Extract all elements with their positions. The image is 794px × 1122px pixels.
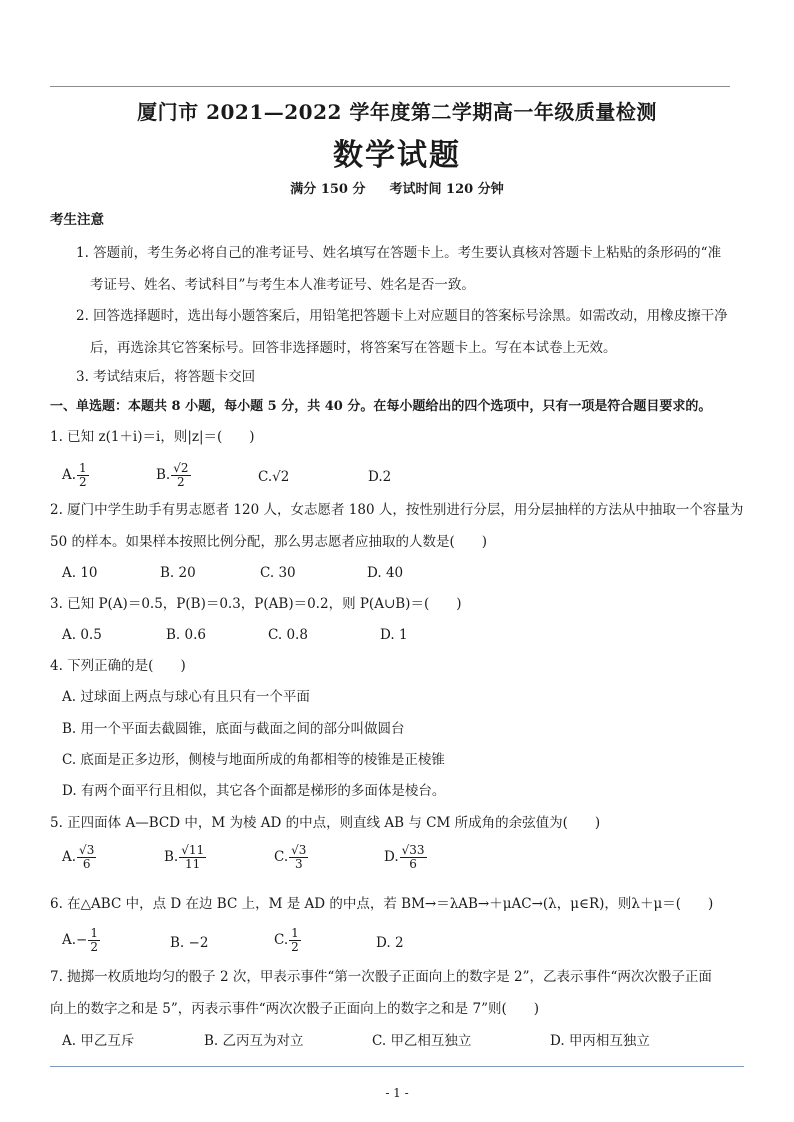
- q7-options: [62, 1031, 762, 1051]
- q3-option-d[interactable]: [380, 625, 408, 645]
- q6-options: [62, 927, 762, 959]
- option-letter: A.: [62, 1033, 77, 1049]
- denominator: 2: [291, 940, 299, 954]
- q1-option-a[interactable]: [62, 462, 90, 489]
- fraction: [179, 844, 206, 871]
- option-letter: B.: [156, 467, 171, 483]
- option-letter: A.: [62, 467, 77, 483]
- q5-option-d[interactable]: [384, 844, 428, 871]
- q5-option-c[interactable]: [274, 844, 309, 871]
- option-value: 甲乙互斥: [80, 1033, 135, 1049]
- q2-option-a[interactable]: [62, 563, 98, 583]
- option-letter: D.: [384, 849, 399, 865]
- option-letter: B.: [204, 1033, 219, 1049]
- fraction: [88, 927, 100, 954]
- option-value: 甲乙相互独立: [390, 1033, 472, 1049]
- option-value: −2: [188, 935, 209, 951]
- numerator: √3: [291, 843, 307, 857]
- option-letter: A.: [62, 627, 77, 643]
- exam-time: 考试时间 120 分钟: [389, 182, 504, 197]
- exam-title: 厦门市 2021—2022 学年度第二学期高一年级质量检测: [137, 100, 657, 124]
- q6-option-c[interactable]: [274, 927, 302, 954]
- fraction: [400, 844, 427, 871]
- q4-option-a[interactable]: A. 过球面上两点与球心有且只有一个平面: [62, 689, 310, 705]
- q7-option-b[interactable]: [204, 1031, 304, 1051]
- numerator: √3: [79, 843, 95, 857]
- option-letter: B.: [160, 565, 175, 581]
- option-value: √2: [272, 469, 290, 485]
- notice-2-line-1: 2. 回答选择题时，选出每小题答案后，用铅笔把答题卡上对应题目的答案标号涂黑。如需改动，用橡皮擦干净: [76, 308, 728, 324]
- denominator: 11: [185, 857, 201, 871]
- option-letter: D.: [376, 935, 391, 951]
- option-letter: C.: [268, 627, 283, 643]
- q5-option-a[interactable]: [62, 844, 97, 871]
- fraction: [289, 927, 301, 954]
- fraction: [289, 844, 308, 871]
- q5-options: [62, 844, 762, 876]
- option-letter: C.: [372, 1033, 387, 1049]
- fraction: [171, 462, 190, 489]
- option-letter: C.: [258, 469, 273, 485]
- q4-option-c[interactable]: C. 底面是正多边形，侧棱与地面所成的角都相等的棱锥是正棱锥: [62, 752, 445, 768]
- q1-option-b[interactable]: [156, 462, 192, 489]
- q2-option-c[interactable]: [260, 563, 296, 583]
- option-letter: A.: [62, 849, 77, 865]
- option-value: 30: [278, 565, 296, 581]
- numerator: √33: [401, 843, 425, 857]
- q1-option-d[interactable]: [368, 467, 391, 487]
- option-letter: C.: [274, 849, 289, 865]
- section-1-heading: 一、单选题：本题共 8 小题，每小题 5 分，共 40 分。在每小题给出的四个选项中，只有一项是符合题目要求的。: [50, 399, 712, 414]
- q1-options: [62, 462, 762, 492]
- header-rule: [50, 86, 730, 87]
- option-letter: B.: [166, 627, 181, 643]
- denominator: 2: [90, 940, 98, 954]
- q4-option-b[interactable]: B. 用一个平面去截圆锥，底面与截面之间的部分叫做圆台: [62, 721, 405, 737]
- q4-stem: 4. 下列正确的是( ): [50, 658, 186, 674]
- page-number: - 1 -: [385, 1086, 409, 1100]
- option-value: 20: [178, 565, 196, 581]
- q7-option-c[interactable]: [372, 1031, 471, 1051]
- option-value: 0.5: [80, 627, 102, 643]
- exam-meta: [0, 178, 794, 197]
- option-letter: B.: [164, 849, 179, 865]
- q2-option-b[interactable]: [160, 563, 196, 583]
- option-value: 2: [382, 469, 392, 485]
- option-value: 甲丙相互独立: [568, 1033, 650, 1049]
- full-score: 满分 150 分: [290, 182, 366, 197]
- option-value: 0.8: [286, 627, 308, 643]
- q2-stem-line-1: 2. 厦门中学生助手有男志愿者 120 人，女志愿者 180 人，按性别进行分层，用分层抽样的方法从中抽取一个容量为: [50, 502, 744, 518]
- option-letter: C.: [260, 565, 275, 581]
- numerator: √11: [181, 843, 205, 857]
- q2-stem-line-2: 50 的样本。如果样本按照比例分配，那么男志愿者应抽取的人数是( ): [50, 534, 488, 550]
- option-letter: A.: [62, 932, 77, 948]
- notice-heading: 考生注意: [50, 212, 104, 228]
- minus-sign: −: [76, 932, 88, 948]
- denominator: 2: [79, 475, 87, 489]
- numerator: 1: [79, 461, 87, 475]
- q5-stem: 5. 正四面体 A—BCD 中，M 为棱 AD 的中点，则直线 AB 与 CM 所成角的余弦值为( ): [50, 815, 601, 831]
- q3-options: [62, 625, 762, 645]
- footer-rule: [50, 1066, 744, 1067]
- q3-option-c[interactable]: [268, 625, 308, 645]
- numerator: 1: [291, 926, 299, 940]
- denominator: 3: [294, 857, 303, 871]
- notice-1-line-2: 考证号、姓名、考试科目”与考生本人准考证号、姓名是否一致。: [90, 277, 475, 293]
- notice-1-line-1: 1. 答题前，考生务必将自己的准考证号、姓名填写在答题卡上。考生要认真核对答题卡上粘贴的条形码的“准: [76, 245, 722, 261]
- option-letter: D.: [550, 1033, 565, 1049]
- option-value: 40: [385, 565, 404, 581]
- q6-stem: 6. 在△ABC 中，点 D 在边 BC 上，M 是 AD 的中点，若 BM→＝λAB→＋μAC→(λ，μ∈R)，则λ＋μ＝( ): [50, 896, 714, 912]
- denominator: 6: [82, 857, 91, 871]
- numerator: 1: [90, 926, 98, 940]
- option-letter: D.: [368, 469, 383, 485]
- notice-3-line-1: 3. 考试结束后，将答题卡交回: [76, 369, 256, 385]
- q6-option-d[interactable]: [376, 933, 404, 953]
- option-value: 乙丙互为对立: [222, 1033, 304, 1049]
- option-value: 0.6: [184, 627, 206, 643]
- fraction: [77, 844, 96, 871]
- q1-option-c[interactable]: [258, 467, 289, 487]
- q6-option-a[interactable]: [62, 927, 101, 954]
- denominator: 6: [409, 857, 417, 871]
- option-letter: A.: [62, 565, 77, 581]
- option-value: 2: [394, 935, 404, 951]
- q5-option-b[interactable]: [164, 844, 207, 871]
- exam-subject: 数学试题: [333, 138, 461, 173]
- option-letter: B.: [170, 935, 185, 951]
- q3-option-a[interactable]: [62, 625, 102, 645]
- option-letter: C.: [274, 932, 289, 948]
- q3-option-b[interactable]: [166, 625, 206, 645]
- option-letter: D.: [367, 565, 382, 581]
- q1-stem: 1. 已知 z(1＋i)＝i，则|z|＝( ): [50, 429, 255, 445]
- notice-2-line-2: 后，再选涂其它答案标号。回答非选择题时，将答案写在答题卡上。写在本试卷上无效。: [90, 340, 617, 356]
- q7-option-d[interactable]: [550, 1031, 650, 1051]
- q4-option-d[interactable]: D. 有两个面平行且相似，其它各个面都是梯形的多面体是棱台。: [62, 783, 446, 799]
- option-value: 1: [398, 627, 408, 643]
- option-value: 10: [80, 565, 98, 581]
- q7-option-a[interactable]: [62, 1031, 134, 1051]
- fraction: [77, 462, 89, 489]
- q3-stem: 3. 已知 P(A)＝0.5，P(B)＝0.3，P(AB)＝0.2，则 P(A∪B)＝( ): [50, 596, 462, 612]
- numerator: √2: [173, 461, 189, 475]
- denominator: 2: [177, 475, 185, 489]
- option-letter: D.: [380, 627, 395, 643]
- q2-option-d[interactable]: [367, 563, 403, 583]
- q2-options: [62, 563, 762, 583]
- q6-option-b[interactable]: [170, 933, 208, 953]
- q7-stem-line-1: 7. 抛掷一枚质地均匀的骰子 2 次，甲表示事件“第一次骰子正面向上的数字是 2”，乙表示事件“两次次骰子正面: [50, 969, 712, 985]
- q7-stem-line-2: 向上的数字之和是 5”，丙表示事件“两次次骰子正面向上的数字之和是 7”则( ): [50, 1001, 539, 1017]
